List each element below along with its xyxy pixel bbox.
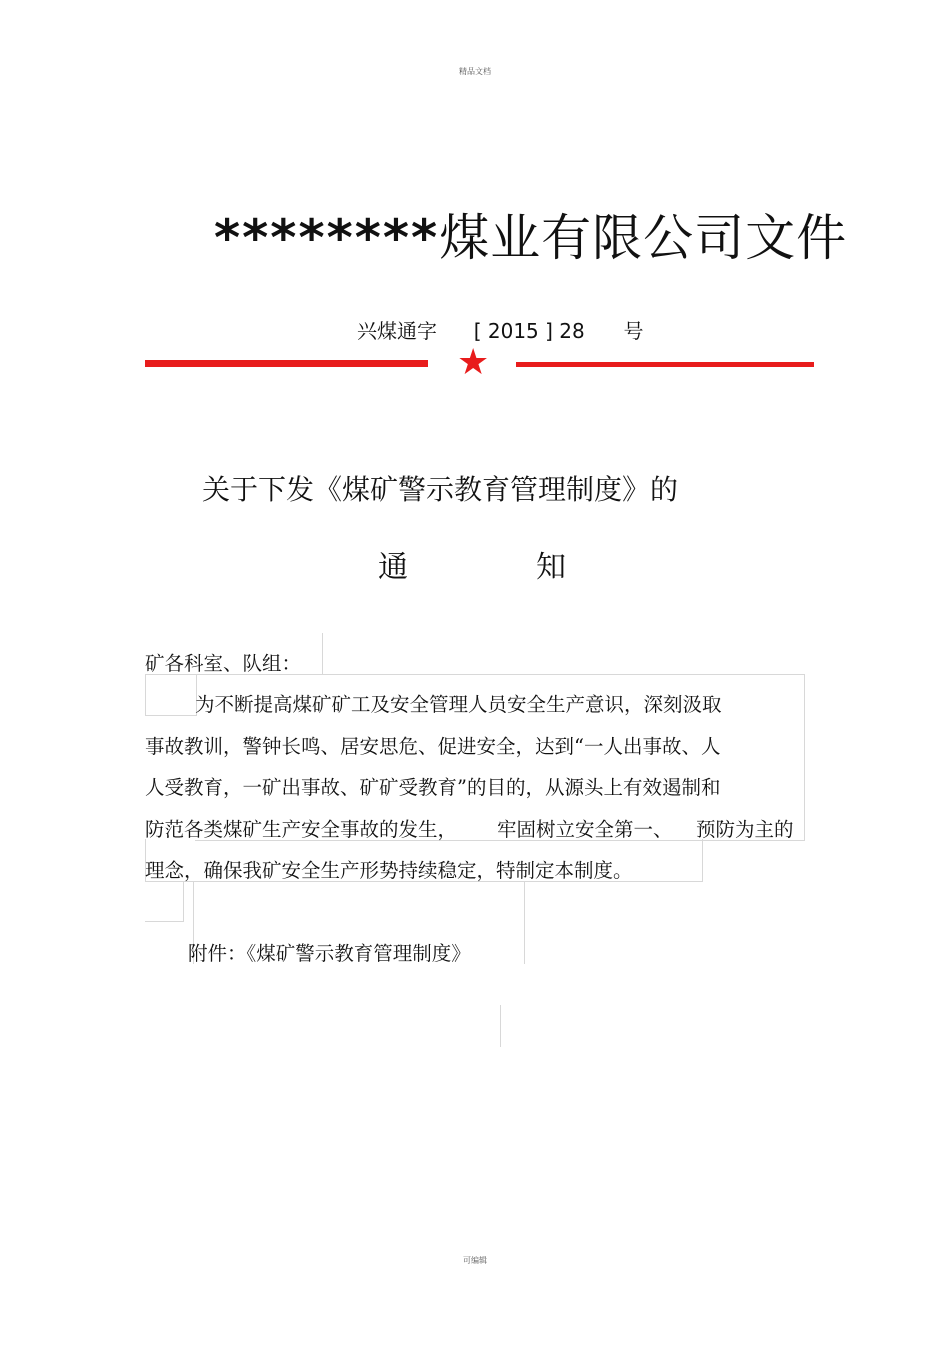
page-header-note: 精品文档 [459,67,491,76]
document-number [357,315,643,344]
notice-word-zhi: 知 [536,550,566,585]
doc-number-prefix: 兴煤通字 [357,319,437,343]
body-line-3: 人受教育，一矿出事故、矿矿受教育”的目的，从源头上有效遏制和 [145,776,721,799]
body-line-2: 事故教训，警钟长鸣、居安思危、促进安全，达到“一人出事故、人 [145,735,721,758]
body-line-4c: 预防为主的 [696,818,794,841]
frame-box [145,881,184,922]
frame-line [500,1005,501,1047]
page-footer-note: 可编辑 [463,1256,487,1265]
title-masked-name: ******** [214,209,440,267]
body-line-4b: 牢固树立安全第一、 [497,818,673,841]
attachment-line: 附件：《煤矿警示教育管理制度》 [188,942,471,965]
title-text: 煤业有限公司文件 [439,209,848,267]
recipient-line: 矿各科室、队组： [145,652,302,675]
red-separator-right [516,362,814,367]
body-line-4a: 防范各类煤矿生产安全事故的发生， [145,818,458,841]
red-star-icon: ★ [457,342,490,383]
document-title [214,198,847,270]
frame-line [322,633,323,675]
doc-number-year: [ 2015 ] 28 [473,319,585,343]
notice-title: 关于下发《煤矿警示教育管理制度》的 [202,473,679,506]
body-line-5: 理念，确保我矿安全生产形势持续稳定，特制定本制度。 [145,859,633,882]
doc-number-suffix: 号 [623,319,644,343]
notice-word-tong: 通 [378,550,408,585]
body-line-1: 为不断提高煤矿矿工及安全管理人员安全生产意识，深刻汲取 [195,693,722,716]
red-separator-left [145,360,428,367]
frame-box [145,674,197,716]
